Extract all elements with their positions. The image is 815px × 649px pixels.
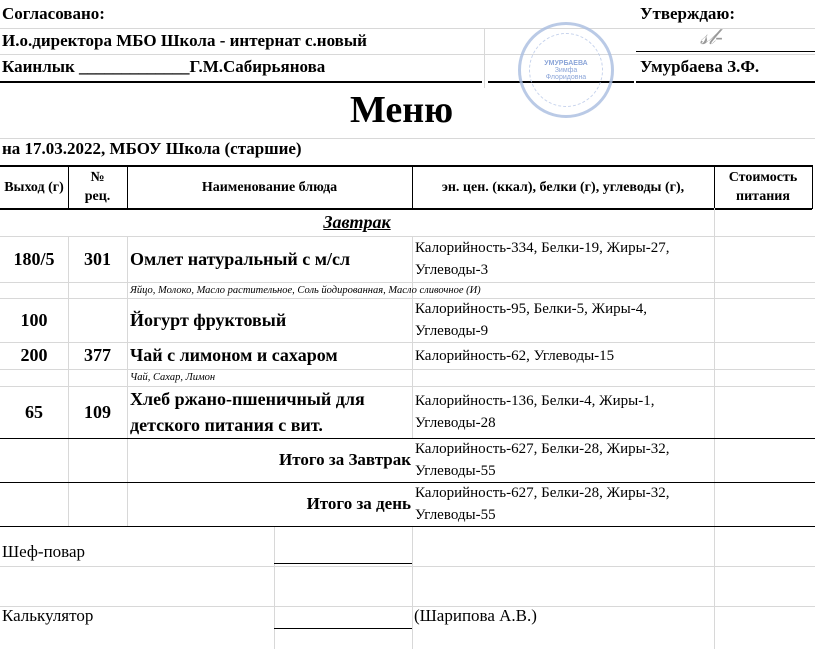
chef-label: Шеф-повар — [2, 542, 86, 561]
col-cost: Стоимость питания — [728, 170, 798, 204]
row-recipe: 377 — [84, 345, 111, 365]
row-dish: Йогурт фруктовый — [130, 309, 287, 330]
approver-name: Умурбаева З.Ф. — [640, 57, 760, 76]
director-line: И.о.директора МБО Школа - интернат с.новый — [2, 31, 367, 50]
col-nutrition: эн. цен. (ккал), белки (г), углеводы (г), — [441, 179, 685, 195]
row-output: 65 — [25, 401, 43, 422]
page-subtitle: на 17.03.2022, МБОУ Школа (старшие) — [2, 139, 302, 158]
page-title: Меню — [350, 89, 454, 131]
row-nutrition: Калорийность-95, Белки-5, Жиры-4, Углеводы-9 — [415, 301, 647, 339]
row-nutrition: Калорийность-62, Углеводы-15 — [415, 347, 615, 364]
total-breakfast-label: Итого за Завтрак — [278, 450, 411, 469]
row-ingredients: Чай, Сахар, Лимон — [130, 372, 216, 383]
row-recipe: 301 — [84, 248, 111, 269]
col-dish: Наименование блюда — [201, 179, 338, 195]
total-day-label: Итого за день — [306, 494, 411, 513]
approve-label: Утверждаю: — [640, 4, 736, 23]
agreed-label: Согласовано: — [2, 4, 105, 23]
total-breakfast-nutrition: Калорийность-627, Белки-28, Жиры-32, Углеводы-55 — [415, 441, 670, 479]
calculator-label: Калькулятор — [2, 606, 94, 625]
calculator-name: (Шарипова А.В.) — [414, 606, 537, 625]
row-output: 180/5 — [13, 248, 55, 269]
stamp: УМУРБАЕВА Зимфа Флоридовна — [518, 22, 614, 118]
row-dish: Омлет натуральный с м/сл — [130, 248, 351, 269]
section-breakfast: Завтрак — [323, 212, 391, 232]
row-dish: Чай с лимоном и сахаром — [130, 345, 338, 365]
row-nutrition: Калорийность-334, Белки-19, Жиры-27, Углеводы-3 — [415, 240, 670, 278]
col-output: Выход (г) — [4, 179, 64, 195]
row-recipe: 109 — [84, 401, 111, 422]
row-dish: Хлеб ржано-пшеничный для детского питания с вит. — [130, 389, 365, 435]
row-output: 200 — [20, 345, 48, 365]
row-ingredients: Яйцо, Молоко, Масло растительное, Соль йодированная, Масло сливочное (И) — [130, 284, 481, 296]
total-day-nutrition: Калорийность-627, Белки-28, Жиры-32, Углеводы-55 — [415, 485, 670, 523]
signer-line: Каинлык _____________Г.М.Сабирьянова — [2, 57, 326, 76]
col-recipe: № рец. — [84, 170, 111, 204]
signature: 𝓈𝓁- — [700, 24, 723, 49]
row-nutrition: Калорийность-136, Белки-4, Жиры-1, Углеводы-28 — [415, 393, 655, 431]
row-output: 100 — [20, 309, 48, 330]
